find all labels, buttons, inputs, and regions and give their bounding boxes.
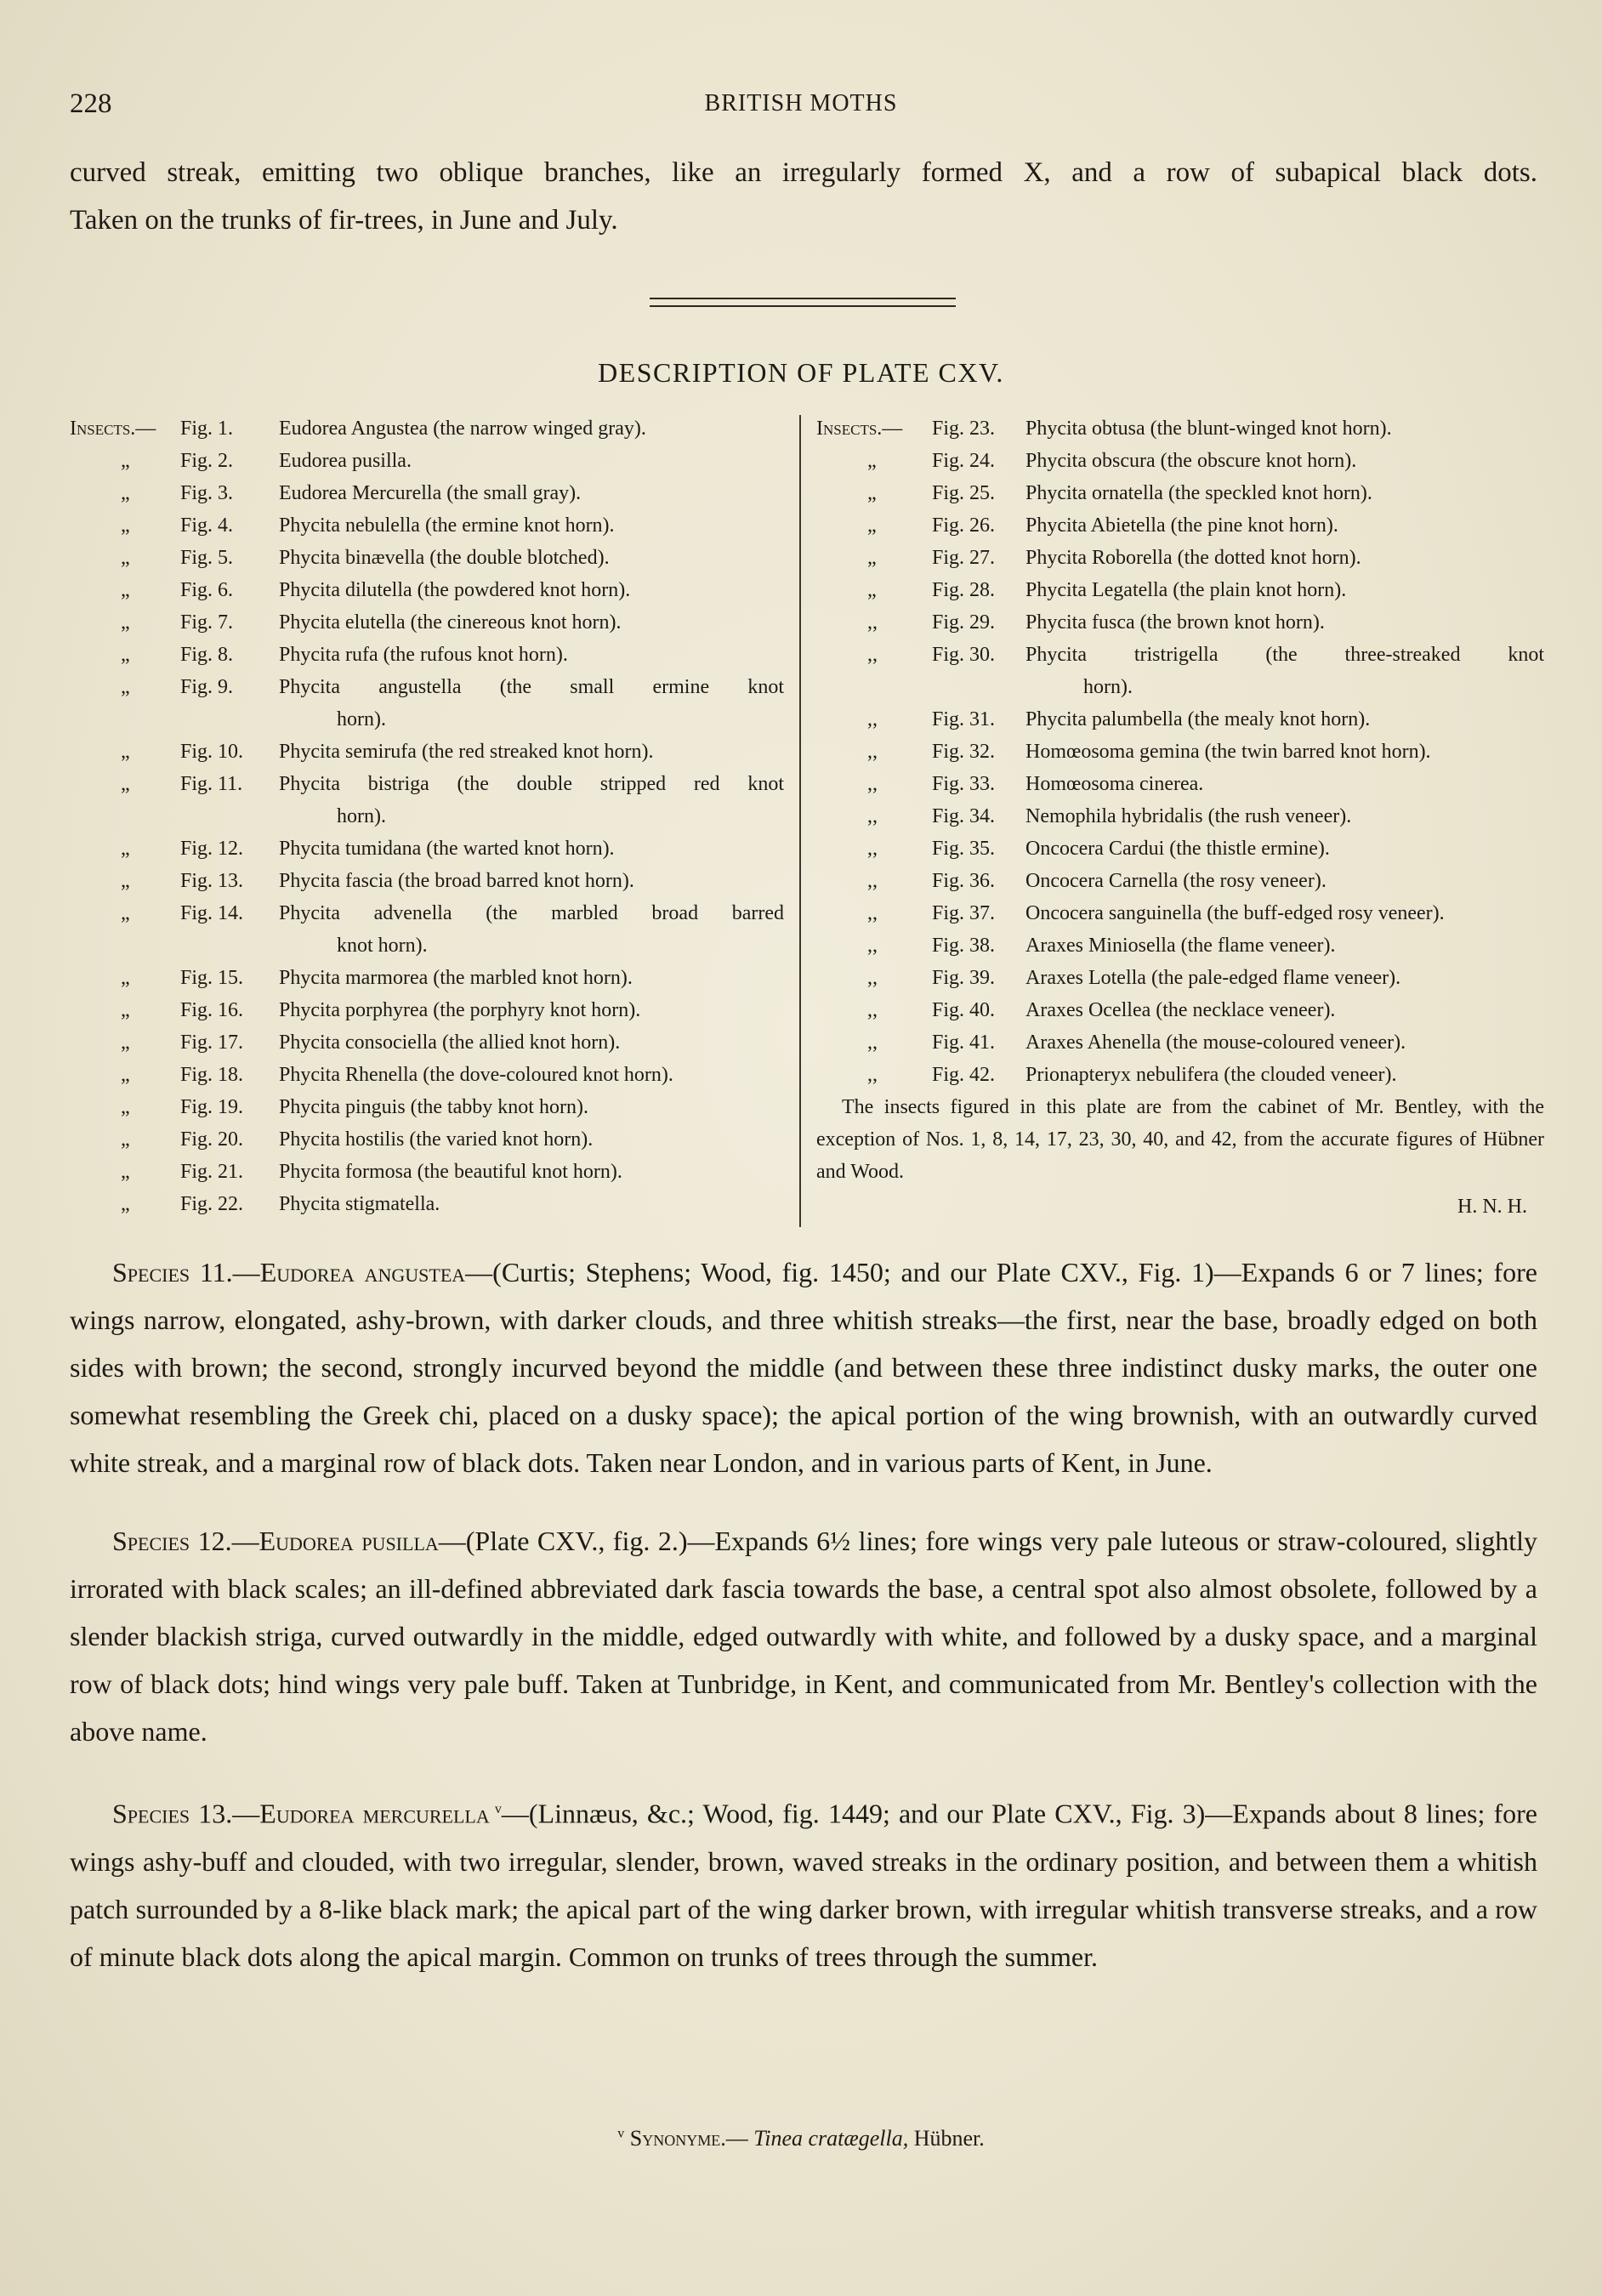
entry-lead: „ — [121, 611, 130, 634]
figure-number: Fig. 30. — [932, 644, 996, 666]
column-divider — [799, 415, 801, 1227]
figure-description: Homœosoma gemina (the twin barred knot horn). — [1025, 741, 1431, 763]
figure-description: Araxes Ocellea (the necklace veneer). — [1025, 999, 1336, 1021]
figure-description: Eudorea pusilla. — [279, 450, 412, 472]
figure-description: Phycita dilutella (the powdered knot horn). — [279, 579, 631, 601]
figure-description: Araxes Lotella (the pale-edged flame veneer). — [1025, 967, 1401, 989]
figure-number: Fig. 9. — [180, 676, 234, 698]
plate-figure-entry — [70, 1026, 784, 1059]
figure-number: Fig. 40. — [932, 999, 996, 1021]
figure-description: Phycita fascia (the broad barred knot horn). — [279, 870, 634, 892]
plate-figure-entry — [816, 639, 1544, 703]
plate-figure-entry — [816, 445, 1544, 477]
entry-lead: ,, — [867, 1031, 878, 1054]
figure-number: Fig. 4. — [180, 514, 234, 537]
entry-lead: „ — [121, 514, 130, 537]
entry-lead: „ — [867, 547, 877, 569]
entry-lead: „ — [121, 482, 130, 504]
figure-number: Fig. 14. — [180, 902, 244, 924]
intro-line: curved streak, emitting two oblique branches, like an irregularly formed X, and a row of subapical black dots. — [70, 157, 1537, 188]
figure-description: Phycita pinguis (the tabby knot horn). — [279, 1096, 588, 1118]
plate-figure-entry — [816, 736, 1544, 768]
plate-figure-entry — [70, 639, 784, 671]
figure-description: Phycita Abietella (the pine knot horn). — [1025, 514, 1338, 537]
plate-figure-entry — [70, 477, 784, 509]
plate-figure-entry — [70, 865, 784, 897]
page-header — [70, 88, 1532, 122]
figure-number: Fig. 29. — [932, 611, 996, 634]
species-paragraph — [70, 1248, 1537, 1486]
figure-number: Fig. 2. — [180, 450, 234, 472]
entry-lead: „ — [867, 482, 877, 504]
plate-figure-entry — [70, 574, 784, 606]
species-label: Species 12.— — [112, 1526, 259, 1556]
plate-figure-entry — [816, 509, 1544, 542]
figure-number: Fig. 16. — [180, 999, 244, 1021]
species-text: —(Linnæus, &c.; Wood, fig. 1449; and our Plate CXV., Fig. 3)—Expands about 8 lines; fore wings ashy-buff and clouded, with two irregular, slender, brown, waved streaks in the ordinary position, and between them a whitish patch surrounded by a 8-like black mark; the apical part of the wing darker brown, with irregular whitish transverse streaks, and a row of minute black dots along the apical margin. Common on trunks of trees through the summer. — [70, 1798, 1538, 1972]
figure-description: Phycita nebulella (the ermine knot horn). — [279, 514, 615, 537]
entry-lead: ,, — [867, 838, 878, 860]
figure-number: Fig. 41. — [932, 1031, 996, 1054]
entry-lead: ,, — [867, 805, 878, 827]
figure-description: Phycita tristrigella (the three-streaked knot — [1025, 644, 1544, 666]
figure-number: Fig. 31. — [932, 708, 996, 730]
entry-lead: „ — [121, 999, 130, 1021]
entry-lead: „ — [121, 450, 130, 472]
figure-number: Fig. 35. — [932, 838, 996, 860]
plate-figure-entry — [816, 412, 1544, 445]
plate-figure-entry — [70, 1091, 784, 1123]
figure-description: Prionapteryx nebulifera (the clouded veneer). — [1025, 1064, 1397, 1086]
plate-figure-entry — [70, 1123, 784, 1156]
entry-lead: „ — [121, 870, 130, 892]
plate-figure-entry — [70, 1188, 784, 1220]
plate-figure-entry — [70, 606, 784, 639]
plate-figure-entry — [816, 865, 1544, 897]
plate-figure-entry — [70, 412, 784, 445]
footnote-reference: v — [489, 1802, 502, 1816]
figure-number: Fig. 25. — [932, 482, 996, 504]
entry-lead: ,, — [867, 611, 878, 634]
plate-figure-entry — [816, 800, 1544, 833]
entry-lead: „ — [121, 967, 130, 989]
figure-description: Oncocera Carnella (the rosy veneer). — [1025, 870, 1326, 892]
entry-lead: „ — [121, 902, 130, 924]
plate-figure-entry — [816, 574, 1544, 606]
figure-number: Fig. 13. — [180, 870, 244, 892]
figure-description: Eudorea Angustea (the narrow winged gray). — [279, 418, 646, 440]
entry-lead: ,, — [867, 870, 878, 892]
plate-figure-entry — [816, 833, 1544, 865]
figure-number: Fig. 38. — [932, 935, 996, 957]
plate-figure-entry — [816, 994, 1544, 1026]
entry-lead: ,, — [867, 741, 878, 763]
figure-description: Phycita Roborella (the dotted knot horn). — [1025, 547, 1361, 569]
figure-number: Fig. 39. — [932, 967, 996, 989]
entry-lead: „ — [121, 1064, 130, 1086]
species-text: —(Plate CXV., fig. 2.)—Expands 6½ lines; fore wings very pale luteous or straw-coloured, slightly irrorated with black scales; an ill-defined abbreviated dark fascia towards the base, a central spot also almost obsolete, followed by a slender blackish striga, curved outwardly in the middle, edged outwardly with white, and followed by a dusky space, and a marginal row of black dots; hind wings very pale buff. Taken at Tunbridge, in Kent, and communicated from Mr. Bentley's collection with the above name. — [70, 1526, 1537, 1747]
entry-lead: „ — [121, 547, 130, 569]
plate-figure-entry — [816, 1059, 1544, 1091]
figure-number: Fig. 23. — [932, 418, 996, 440]
plate-figure-entry — [70, 962, 784, 994]
figure-description: Phycita formosa (the beautiful knot horn). — [279, 1161, 622, 1183]
entry-lead: ,, — [867, 644, 878, 666]
entry-lead: „ — [121, 1128, 130, 1151]
figure-description: knot horn). — [337, 935, 428, 957]
figure-number: Fig. 3. — [180, 482, 234, 504]
figure-number: Fig. 22. — [180, 1193, 244, 1215]
plate-left-column — [70, 412, 784, 1220]
plate-figure-entry — [70, 445, 784, 477]
species-name: Eudorea angustea — [259, 1257, 466, 1287]
figure-description: Phycita fusca (the brown knot horn). — [1025, 611, 1325, 634]
entry-lead: „ — [121, 838, 130, 860]
figure-number: Fig. 32. — [932, 741, 996, 763]
entry-lead: „ — [867, 450, 877, 472]
figure-number: Fig. 20. — [180, 1128, 244, 1151]
plate-figure-entry — [816, 1026, 1544, 1059]
figure-number: Fig. 42. — [932, 1064, 996, 1086]
entry-lead: Insects.— — [816, 418, 903, 440]
footnote-italic: Tinea cratægella, — [753, 2126, 909, 2151]
species-descriptions — [70, 1248, 1537, 2011]
entry-lead: ,, — [867, 708, 878, 730]
figure-number: Fig. 37. — [932, 902, 996, 924]
figure-description: Oncocera sanguinella (the buff-edged rosy veneer). — [1025, 902, 1445, 924]
entry-lead: „ — [121, 676, 130, 698]
figure-number: Fig. 36. — [932, 870, 996, 892]
author-initials: H. N. H. — [1457, 1196, 1527, 1218]
plate-figure-entry — [70, 994, 784, 1026]
figure-description: Phycita marmorea (the marbled knot horn). — [279, 967, 633, 989]
entry-lead: „ — [121, 1031, 130, 1054]
entry-lead: ,, — [867, 967, 878, 989]
figure-description: Phycita tumidana (the warted knot horn). — [279, 838, 615, 860]
section-rule — [650, 298, 956, 307]
entry-lead: „ — [867, 579, 877, 601]
figure-description: horn). — [337, 708, 386, 730]
entry-lead: „ — [121, 773, 130, 795]
plate-figure-entry — [70, 897, 784, 962]
entry-lead: „ — [121, 579, 130, 601]
plate-figure-entry — [70, 1156, 784, 1188]
plate-figure-entry — [70, 509, 784, 542]
figure-number: Fig. 33. — [932, 773, 996, 795]
figure-number: Fig. 10. — [180, 741, 244, 763]
figure-description: Nemophila hybridalis (the rush veneer). — [1025, 805, 1352, 827]
entry-lead: „ — [121, 741, 130, 763]
figure-number: Fig. 11. — [180, 773, 243, 795]
plate-figure-entry — [816, 768, 1544, 800]
figure-description: Phycita rufa (the rufous knot horn). — [279, 644, 568, 666]
entry-lead: „ — [121, 644, 130, 666]
figure-description: horn). — [337, 805, 386, 827]
figure-description: Phycita semirufa (the red streaked knot horn). — [279, 741, 654, 763]
plate-figure-entry — [70, 736, 784, 768]
footnote-rest: Hübner. — [908, 2126, 985, 2151]
plate-figure-entry — [70, 1059, 784, 1091]
figure-number: Fig. 5. — [180, 547, 234, 569]
figure-description: horn). — [1083, 676, 1133, 698]
figure-number: Fig. 8. — [180, 644, 234, 666]
figure-description: Phycita hostilis (the varied knot horn). — [279, 1128, 594, 1151]
entry-lead: „ — [867, 514, 877, 537]
plate-figure-entry — [816, 477, 1544, 509]
footnote — [0, 2126, 1602, 2151]
footnote-label: Synonyme.— — [629, 2126, 748, 2151]
figure-description: Phycita ornatella (the speckled knot horn). — [1025, 482, 1372, 504]
figure-description: Phycita palumbella (the mealy knot horn). — [1025, 708, 1371, 730]
figure-number: Fig. 26. — [932, 514, 996, 537]
species-label: Species 13.— — [112, 1798, 260, 1829]
species-text: —(Curtis; Stephens; Wood, fig. 1450; and our Plate CXV., Fig. 1)—Expands 6 or 7 lines; fore wings narrow, elongated, ashy-brown, with darker clouds, and three whitish streaks—the first, near the base, broadly edged on both sides with brown; the second, strongly incurved beyond the middle (and between these three indistinct dusky marks, the outer one somewhat resembling the Greek chi, placed on a dusky space); the apical portion of the wing brownish, with an outwardly curved white streak, and a marginal row of black dots. Taken near London, and in various parts of Kent, in June. — [70, 1257, 1537, 1478]
entry-lead: „ — [121, 1161, 130, 1183]
figure-description: Phycita binævella (the double blotched). — [279, 547, 610, 569]
plate-title: DESCRIPTION OF PLATE CXV. — [598, 357, 1004, 388]
figure-number: Fig. 18. — [180, 1064, 244, 1086]
figure-description: Phycita porphyrea (the porphyry knot horn). — [279, 999, 641, 1021]
plate-figure-entry — [70, 833, 784, 865]
plate-figure-entry — [70, 671, 784, 736]
figure-number: Fig. 6. — [180, 579, 234, 601]
species-name: Eudorea pusilla — [258, 1526, 439, 1556]
plate-right-column — [816, 412, 1544, 1225]
page-number: 228 — [70, 88, 112, 119]
intro-line: Taken on the trunks of fir-trees, in June and July. — [70, 205, 618, 236]
plate-figure-entry — [816, 962, 1544, 994]
figure-description: Oncocera Cardui (the thistle ermine). — [1025, 838, 1330, 860]
plate-figure-entry — [816, 703, 1544, 736]
figure-description: Phycita obtusa (the blunt-winged knot horn). — [1025, 418, 1392, 440]
figure-description: Araxes Ahenella (the mouse-coloured veneer). — [1025, 1031, 1406, 1054]
figure-number: Fig. 21. — [180, 1161, 244, 1183]
plate-figure-entry — [816, 897, 1544, 929]
figure-number: Fig. 27. — [932, 547, 996, 569]
figure-description: Phycita obscura (the obscure knot horn). — [1025, 450, 1357, 472]
figure-description: Phycita Rhenella (the dove-coloured knot horn). — [279, 1064, 673, 1086]
figure-number: Fig. 28. — [932, 579, 996, 601]
plate-figure-entry — [816, 606, 1544, 639]
entry-lead: ,, — [867, 999, 878, 1021]
figure-number: Fig. 12. — [180, 838, 244, 860]
plate-figure-entry — [816, 542, 1544, 574]
figure-description: Phycita bistriga (the double stripped red knot — [279, 773, 784, 795]
running-head: BRITISH MOTHS — [704, 90, 898, 117]
figure-description: Homœosoma cinerea. — [1025, 773, 1204, 795]
figure-description: Phycita consociella (the allied knot horn). — [279, 1031, 621, 1054]
plate-figure-entry — [816, 929, 1544, 962]
figure-description: Phycita Legatella (the plain knot horn). — [1025, 579, 1347, 601]
entry-lead: ,, — [867, 902, 878, 924]
plate-figure-entry — [70, 542, 784, 574]
footnote-mark: v — [617, 2126, 625, 2141]
entry-lead: ,, — [867, 935, 878, 957]
species-name: Eudorea mercurella — [259, 1798, 490, 1829]
species-paragraph — [70, 1786, 1537, 1981]
entry-lead: „ — [121, 1096, 130, 1118]
entry-lead: ,, — [867, 1064, 878, 1086]
figure-number: Fig. 1. — [180, 418, 234, 440]
figure-number: Fig. 17. — [180, 1031, 244, 1054]
entry-lead: „ — [121, 1193, 130, 1215]
species-paragraph — [70, 1517, 1537, 1755]
intro-paragraph — [70, 149, 1537, 244]
figure-number: Fig. 7. — [180, 611, 234, 634]
figure-description: Phycita advenella (the marbled broad barred — [279, 902, 784, 924]
entry-lead: ,, — [867, 773, 878, 795]
figure-description: Phycita angustella (the small ermine knot — [279, 676, 784, 698]
figure-number: Fig. 34. — [932, 805, 996, 827]
plate-figure-entry — [70, 768, 784, 833]
species-label: Species 11.— — [112, 1257, 260, 1287]
figure-description: Phycita elutella (the cinereous knot horn). — [279, 611, 622, 634]
figure-number: Fig. 24. — [932, 450, 996, 472]
figure-description: Eudorea Mercurella (the small gray). — [279, 482, 582, 504]
figure-number: Fig. 15. — [180, 967, 244, 989]
plate-note: The insects figured in this plate are from the cabinet of Mr. Bentley, with the exception of Nos. 1, 8, 14, 17, 23, 30, 40, and 42, from the accurate figures of Hübner and Wood. — [816, 1096, 1544, 1183]
figure-number: Fig. 19. — [180, 1096, 244, 1118]
figure-description: Araxes Miniosella (the flame veneer). — [1025, 935, 1336, 957]
figure-description: Phycita stigmatella. — [279, 1193, 440, 1215]
entry-lead: Insects.— — [70, 418, 156, 440]
